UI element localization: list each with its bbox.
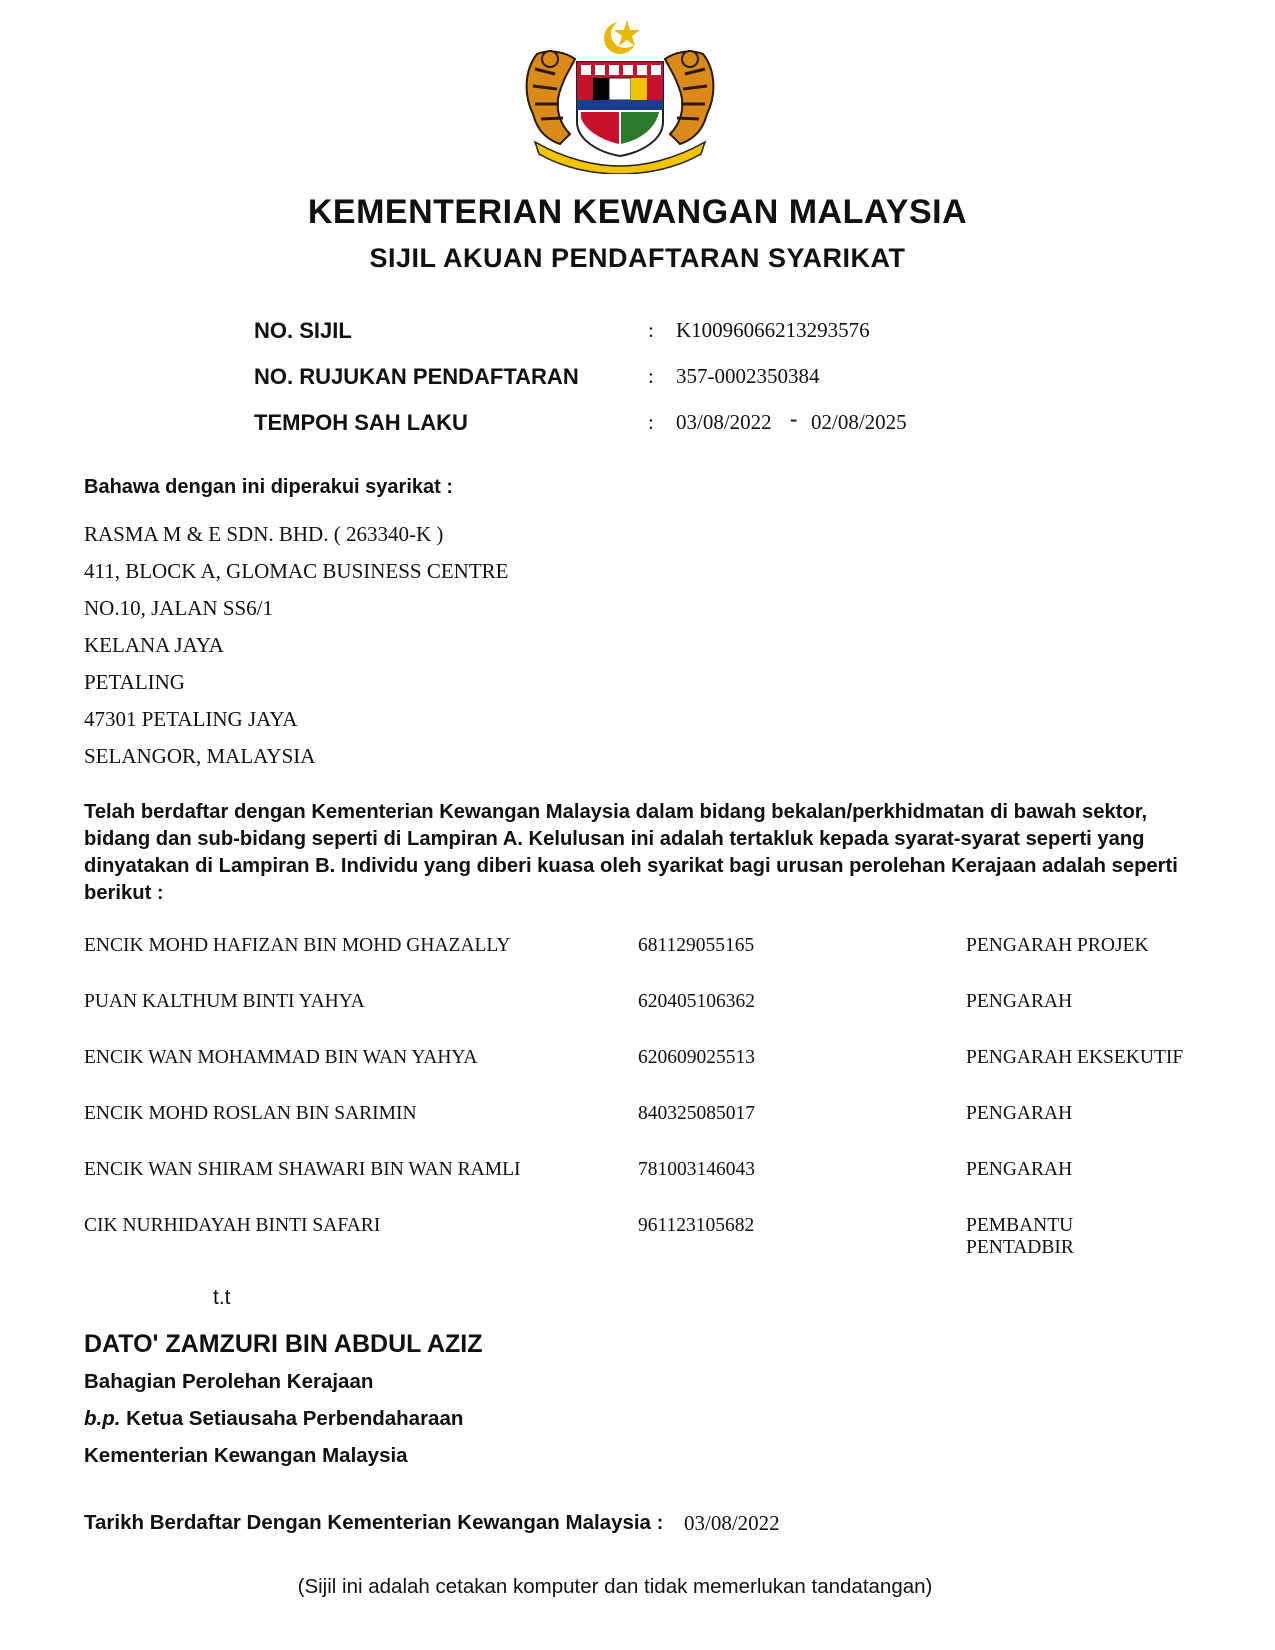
cert-no-label: NO. SIJIL	[254, 318, 352, 343]
ref-no-value: 357-0002350384	[676, 364, 820, 388]
person-name: ENCIK WAN SHIRAM SHAWARI BIN WAN RAMLI	[84, 1159, 521, 1180]
signatory-capacity	[84, 1407, 463, 1431]
company-name: RASMA M & E SDN. BHD. ( 263340-K )	[84, 522, 444, 546]
person-ic: 840325085017	[638, 1103, 755, 1124]
person-position: PENGARAH	[966, 1159, 1073, 1180]
person-position: PENGARAH	[966, 1103, 1073, 1124]
person-ic: 620405106362	[638, 991, 755, 1012]
signatory-division: Bahagian Perolehan Kerajaan	[84, 1370, 374, 1393]
signatory-ministry: Kementerian Kewangan Malaysia	[84, 1444, 408, 1467]
registration-date-value: 03/08/2022	[684, 1511, 780, 1535]
person-ic: 961123105682	[638, 1215, 755, 1236]
ref-no-label: NO. RUJUKAN PENDAFTARAN	[254, 364, 579, 389]
person-name: CIK NURHIDAYAH BINTI SAFARI	[84, 1215, 381, 1236]
person-name: ENCIK WAN MOHAMMAD BIN WAN YAHYA	[84, 1047, 478, 1068]
cert-no-value: K10096066213293576	[676, 318, 870, 342]
cert-no-colon: :	[648, 318, 654, 342]
validity-dash: -	[790, 406, 798, 431]
signature-mark: t.t	[213, 1286, 231, 1309]
certificate-title: SIJIL AKUAN PENDAFTARAN SYARIKAT	[369, 243, 906, 273]
computer-print-note: (Sijil ini adalah cetakan komputer dan tidak memerlukan tandatangan)	[297, 1575, 933, 1598]
address-line: NO.10, JALAN SS6/1	[84, 596, 274, 620]
on-behalf-of: Ketua Setiausaha Perbendaharaan	[126, 1407, 464, 1430]
person-position: PENGARAH EKSEKUTIF	[966, 1047, 1184, 1068]
address-line: PETALING	[84, 670, 185, 694]
person-position: PEMBANTU PENTADBIR	[966, 1215, 1074, 1258]
person-ic: 781003146043	[638, 1159, 755, 1180]
ref-no-colon: :	[648, 364, 654, 388]
address-line: SELANGOR, MALAYSIA	[84, 744, 316, 768]
address-line: 411, BLOCK A, GLOMAC BUSINESS CENTRE	[84, 559, 509, 583]
company-intro: Bahawa dengan ini diperakui syarikat :	[84, 476, 454, 498]
validity-colon: :	[648, 410, 654, 434]
bp-abbrev: b.p.	[84, 1407, 121, 1430]
person-name: PUAN KALTHUM BINTI YAHYA	[84, 991, 365, 1012]
validity-label: TEMPOH SAH LAKU	[254, 410, 468, 435]
registration-date-label: Tarikh Berdaftar Dengan Kementerian Kewangan Malaysia :	[84, 1511, 664, 1534]
registration-statement: Telah berdaftar dengan Kementerian Kewangan Malaysia dalam bidang bekalan/perkhidmatan di bawah sektor, bidang dan sub-bidang seperti di Lampiran A. Kelulusan ini adalah tertakluk kepada syarat-syarat seperti yang dinyatakan di Lampiran B. Individu yang diberi kuasa oleh syarikat bagi urusan perolehan Kerajaan adalah seperti berikut :	[84, 801, 1178, 904]
person-position: PENGARAH	[966, 991, 1073, 1012]
address-line: 47301 PETALING JAYA	[84, 707, 298, 731]
person-ic: 681129055165	[638, 935, 755, 956]
person-position: PENGARAH PROJEK	[966, 935, 1149, 956]
signatory-name: DATO' ZAMZURI BIN ABDUL AZIZ	[84, 1330, 483, 1358]
person-name: ENCIK MOHD HAFIZAN BIN MOHD GHAZALLY	[84, 935, 511, 956]
ministry-title: KEMENTERIAN KEWANGAN MALAYSIA	[307, 193, 968, 231]
valid-to: 02/08/2025	[811, 410, 907, 434]
valid-from: 03/08/2022	[676, 410, 772, 434]
person-ic: 620609025513	[638, 1047, 755, 1068]
person-name: ENCIK MOHD ROSLAN BIN SARIMIN	[84, 1103, 417, 1124]
address-line: KELANA JAYA	[84, 633, 224, 657]
coat-of-arms-icon	[515, 14, 725, 174]
